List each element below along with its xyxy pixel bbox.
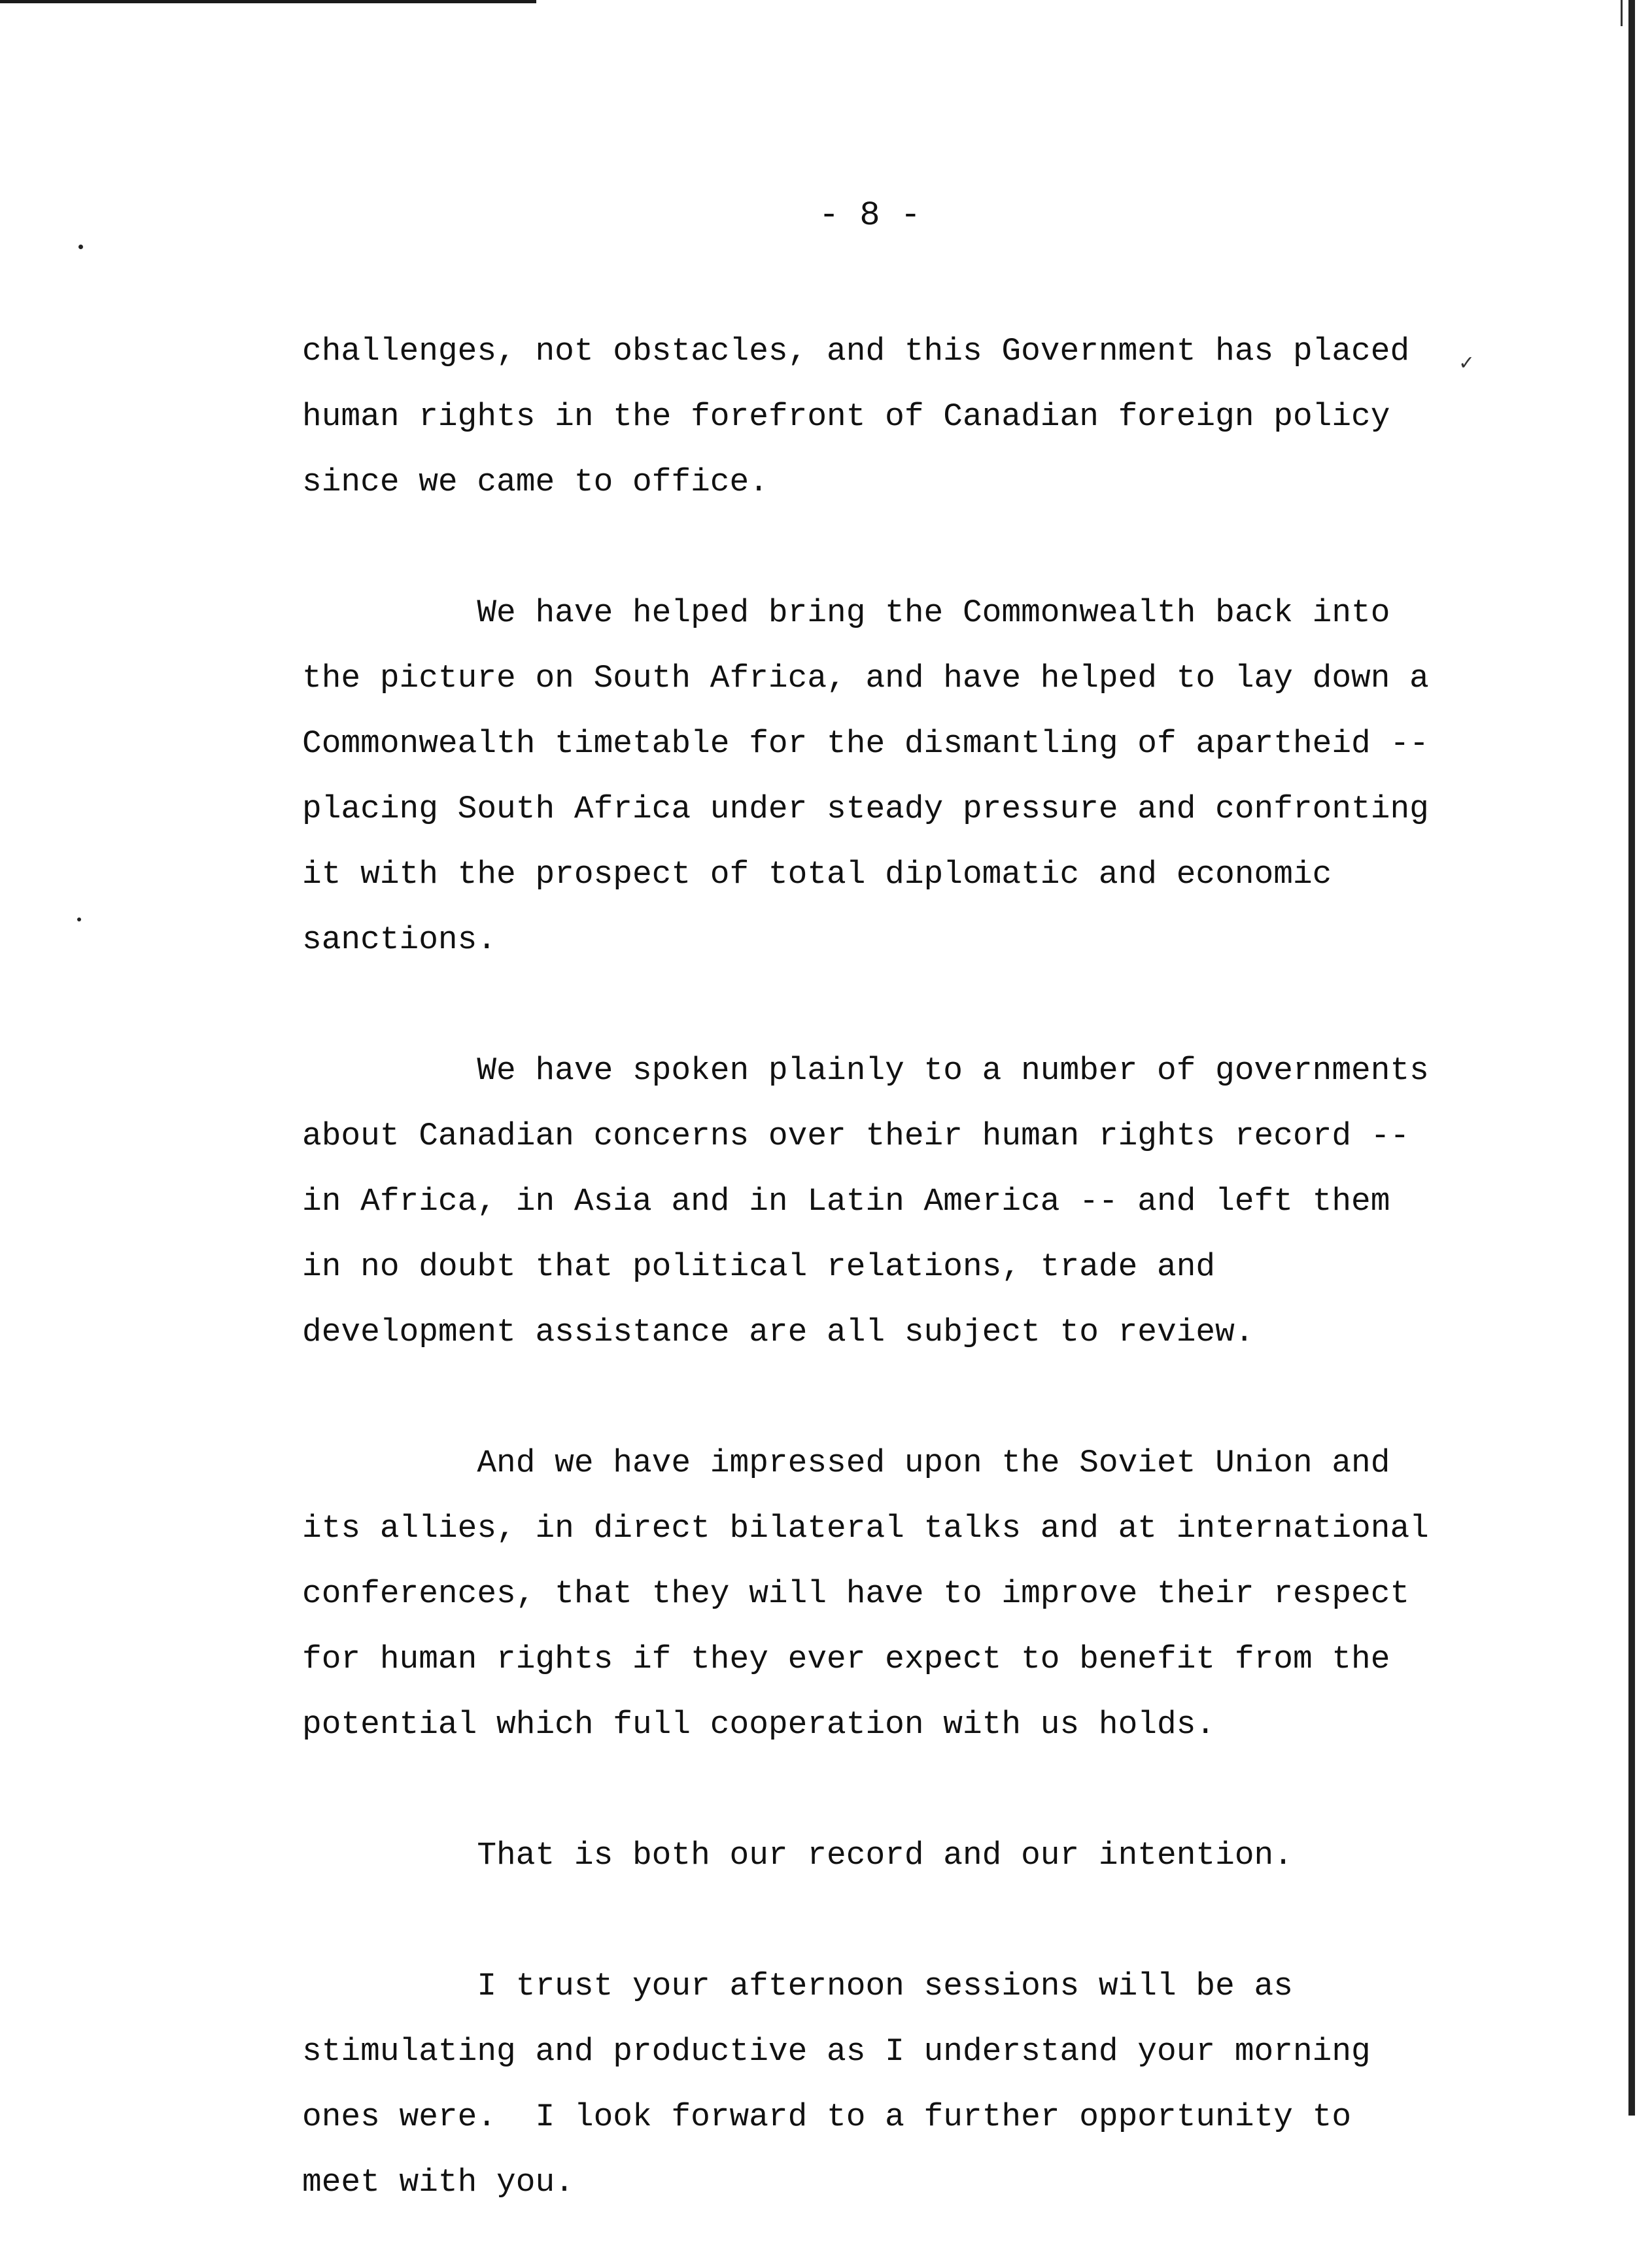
text-line: the picture on South Africa, and have helped to lay down a (302, 660, 1429, 696)
text-line: conferences, that they will have to improve their respect (302, 1575, 1410, 1612)
paragraph (302, 1021, 1597, 1381)
text-line: in no doubt that political relations, trade and (302, 1248, 1216, 1285)
text-line: in Africa, in Asia and in Latin America -- and left them (302, 1183, 1390, 1220)
letter-body (302, 302, 1597, 2264)
text-line: stimulating and productive as I understand your morning (302, 2033, 1371, 2070)
text-line: And we have impressed upon the Soviet Union and (302, 1445, 1390, 1481)
text-line: since we came to office. (302, 464, 768, 500)
text-line: about Canadian concerns over their human rights record -- (302, 1118, 1410, 1154)
text-line: development assistance are all subject to review. (302, 1314, 1254, 1350)
text-line: We have spoken plainly to a number of governments (302, 1052, 1429, 1089)
scan-right-edge-mark (1621, 0, 1623, 26)
text-line: meet with you. (302, 2164, 574, 2201)
text-line: ones were. I look forward to a further opportunity to (302, 2099, 1352, 2135)
scan-right-edge (1628, 0, 1635, 2116)
text-line: I trust your afternoon sessions will be as (302, 1968, 1293, 2004)
paragraph (302, 564, 1597, 989)
page-number: - 8 - (818, 196, 921, 235)
paragraph (302, 302, 1597, 531)
text-line: That is both our record and our intention. (302, 1837, 1293, 1874)
text-line: for human rights if they ever expect to benefit from the (302, 1641, 1390, 1677)
text-line: its allies, in direct bilateral talks and at international (302, 1510, 1429, 1547)
text-line: challenges, not obstacles, and this Government has placed (302, 333, 1410, 369)
text-line: placing South Africa under steady pressure and confronting (302, 791, 1429, 827)
paragraph (302, 1937, 1597, 2231)
scan-speck (77, 918, 81, 921)
paragraph (302, 1806, 1597, 1904)
scan-speck (78, 245, 83, 249)
paragraph (302, 1414, 1597, 1774)
text-line: it with the prospect of total diplomatic and economic (302, 856, 1332, 893)
text-line: potential which full cooperation with us holds. (302, 1706, 1216, 1743)
scan-top-rule (0, 0, 536, 3)
text-line: sanctions. (302, 921, 497, 958)
text-line: Commonwealth timetable for the dismantling of apartheid -- (302, 725, 1429, 762)
margin-tick-mark: ✓ (1460, 352, 1473, 377)
text-line: We have helped bring the Commonwealth back into (302, 594, 1390, 631)
text-line: human rights in the forefront of Canadian foreign policy (302, 398, 1390, 435)
